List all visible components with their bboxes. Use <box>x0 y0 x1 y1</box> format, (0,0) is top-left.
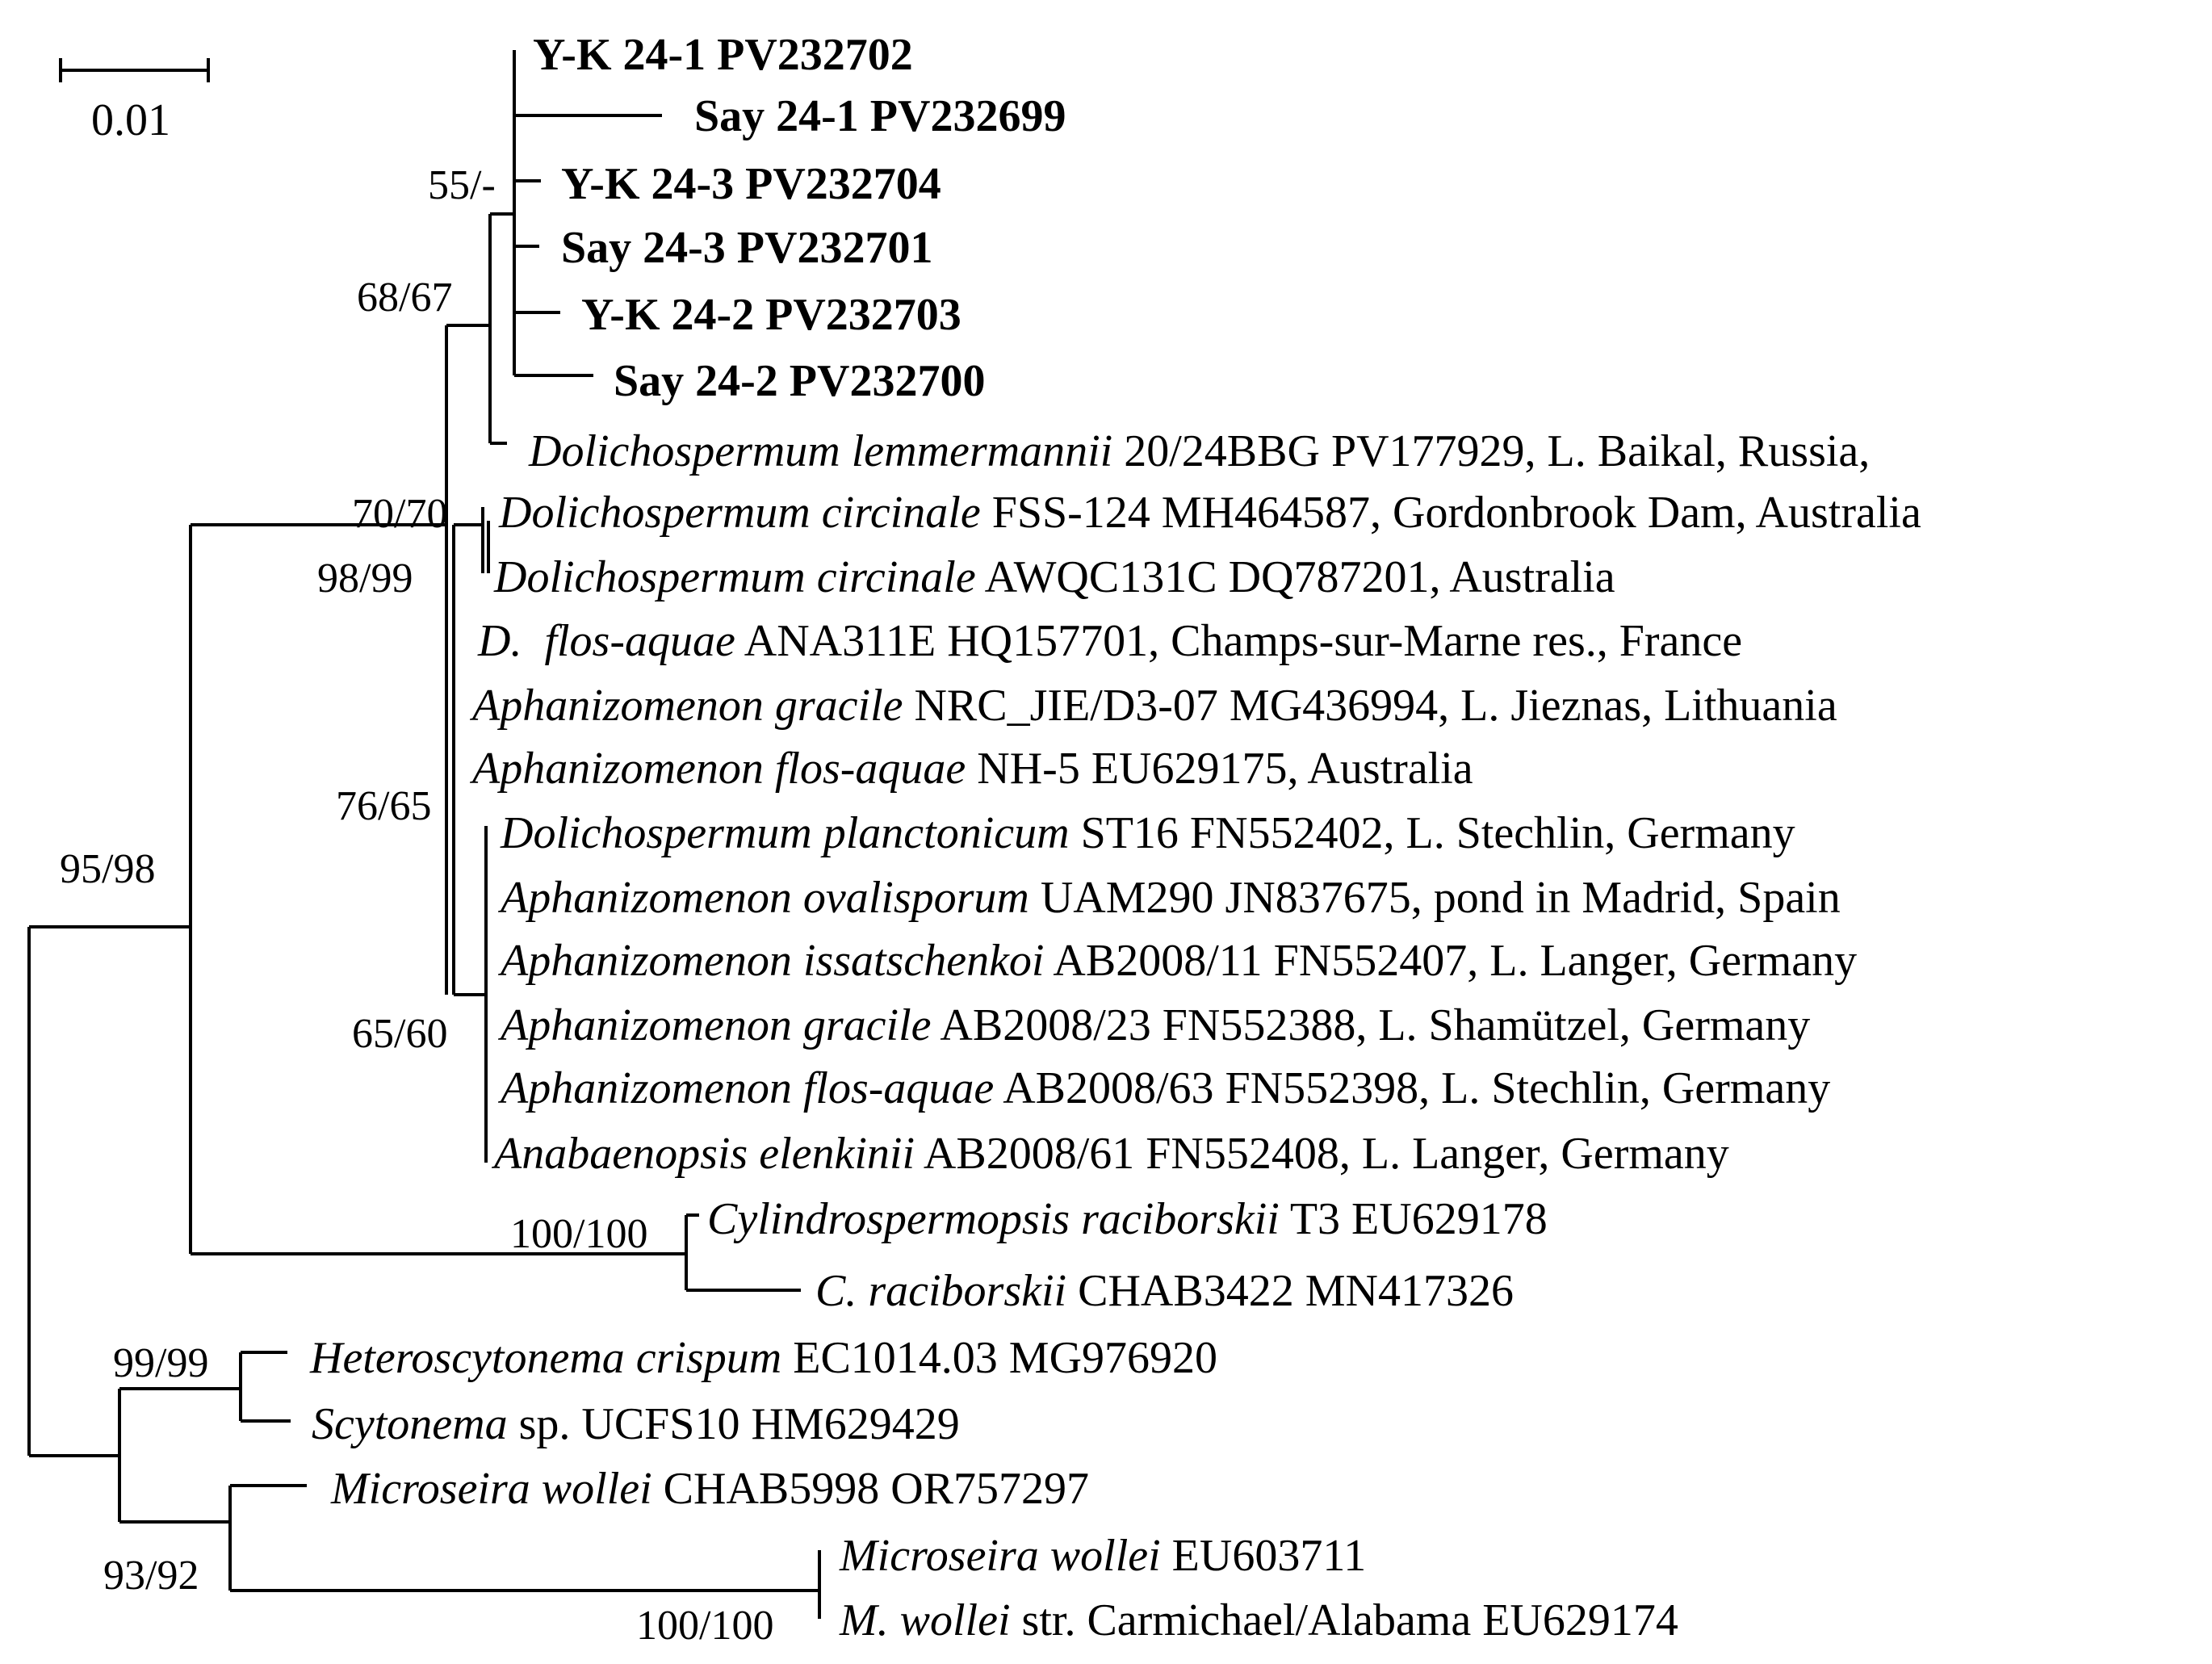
bootstrap-label-n76: 76/65 <box>336 783 432 829</box>
leaf-label-mwol1 <box>330 1464 1089 1514</box>
leaf-label-part: Aphanizomenon gracile <box>501 1000 932 1050</box>
leaf-labels <box>309 30 1921 1645</box>
leaf-label-mwol2 <box>839 1531 1366 1581</box>
leaf-label-aoval <box>497 873 1841 923</box>
bootstrap-label-n70: 70/70 <box>352 491 448 537</box>
leaf-label-part: AB2008/61 FN552408, L. Langer, Germany <box>915 1129 1729 1179</box>
bootstrap-label-n55: 55/- <box>428 162 496 208</box>
leaf-label-yk242 <box>581 290 961 340</box>
leaf-label-part: Y-K 24-2 PV232703 <box>581 290 961 340</box>
scale-bar <box>61 58 208 145</box>
leaf-label-yk241 <box>533 30 913 80</box>
leaf-label-part: Say 24-1 PV232699 <box>694 91 1066 141</box>
leaf-label-part: AWQC131C DQ787201, Australia <box>975 552 1615 602</box>
leaf-label-part: UAM290 JN837675, pond in Madrid, Spain <box>1028 873 1841 923</box>
leaf-label-part: C. raciborskii <box>815 1266 1067 1316</box>
leaf-label-part: EC1014.03 MG976920 <box>781 1333 1218 1383</box>
leaf-label-crac2 <box>815 1266 1514 1316</box>
leaf-label-dcir2 <box>493 552 1615 602</box>
leaf-label-part: M. wollei <box>840 1595 1011 1645</box>
leaf-label-part: Aphanizomenon gracile <box>472 681 903 731</box>
leaf-label-say243 <box>561 223 932 273</box>
leaf-label-part: AB2008/23 FN552388, L. Shamützel, Germany <box>931 1000 1811 1050</box>
leaf-label-dcir1 <box>498 488 1921 538</box>
leaf-label-agrac1 <box>469 681 1837 731</box>
leaf-label-aissat <box>497 936 1857 986</box>
bootstrap-label-n98: 98/99 <box>317 555 413 601</box>
leaf-label-part: Say 24-2 PV232700 <box>614 356 986 406</box>
leaf-label-part: Scytonema <box>312 1399 508 1449</box>
leaf-label-part: Microseira wollei <box>331 1464 652 1514</box>
leaf-label-part: Aphanizomenon flos-aquae <box>501 1063 995 1113</box>
leaf-label-part: Microseira wollei <box>840 1531 1161 1581</box>
leaf-label-say242 <box>614 356 985 406</box>
leaf-label-part: sp. UCFS10 HM629429 <box>507 1399 960 1449</box>
leaf-label-part: D. flos-aquae <box>478 616 735 666</box>
leaf-label-part: Heteroscytonema crispum <box>310 1333 782 1383</box>
leaf-label-dflos <box>477 616 1742 666</box>
leaf-label-part: 20/24BBG PV177929, L. Baikal, Russia, <box>1112 426 1871 476</box>
leaf-label-part: Dolichospermum planctonicum <box>501 808 1070 858</box>
leaf-label-part: Y-K 24-1 PV232702 <box>533 30 913 80</box>
leaf-label-part: Anabaenopsis elenkinii <box>494 1129 915 1179</box>
leaf-label-aflos2 <box>497 1063 1830 1113</box>
leaf-label-part: Aphanizomenon ovalisporum <box>501 873 1029 923</box>
leaf-label-say241 <box>694 91 1066 141</box>
leaf-label-part: NH-5 EU629175, Australia <box>966 744 1473 794</box>
leaf-label-part: str. Carmichael/Alabama EU629174 <box>1010 1595 1678 1645</box>
bootstrap-label-n65: 65/60 <box>352 1011 448 1057</box>
leaf-label-part: EU603711 <box>1160 1531 1367 1581</box>
leaf-label-part: Dolichospermum circinale <box>499 488 981 538</box>
leaf-label-part: CHAB5998 OR757297 <box>651 1464 1090 1514</box>
leaf-label-part: ANA311E HQ157701, Champs-sur-Marne res., France <box>735 616 1743 666</box>
leaf-label-part: Y-K 24-3 PV232704 <box>561 159 941 209</box>
leaf-label-dlem <box>528 426 1870 476</box>
leaf-label-scyt <box>312 1399 960 1449</box>
leaf-label-agrac2 <box>497 1000 1810 1050</box>
bootstrap-label-n93: 93/92 <box>103 1553 199 1599</box>
leaf-label-part: AB2008/63 FN552398, L. Stechlin, Germany <box>994 1063 1831 1113</box>
leaf-label-yk243 <box>561 159 941 209</box>
leaf-label-part: ST16 FN552402, L. Stechlin, Germany <box>1069 808 1795 858</box>
leaf-label-hcris <box>309 1333 1217 1383</box>
bootstrap-label-n95: 95/98 <box>60 846 156 892</box>
bootstrap-label-n68: 68/67 <box>357 275 453 321</box>
leaf-label-crac1 <box>707 1194 1548 1244</box>
bootstrap-label-n100b: 100/100 <box>636 1603 774 1649</box>
leaf-label-aelen <box>491 1129 1729 1179</box>
leaf-label-part: NRC_JIE/D3-07 MG436994, L. Jieznas, Lithuania <box>903 681 1837 731</box>
leaf-label-part: AB2008/11 FN552407, L. Langer, Germany <box>1044 936 1858 986</box>
leaf-label-part: CHAB3422 MN417326 <box>1066 1266 1514 1316</box>
leaf-label-part: Aphanizomenon flos-aquae <box>472 744 966 794</box>
leaf-label-part: FSS-124 MH464587, Gordonbrook Dam, Australia <box>980 488 1921 538</box>
leaf-label-mwol3 <box>839 1595 1678 1645</box>
leaf-label-part: T3 EU629178 <box>1279 1194 1548 1244</box>
leaf-label-dplanc <box>500 808 1795 858</box>
leaf-label-part: Say 24-3 PV232701 <box>561 223 933 273</box>
leaf-label-part: Aphanizomenon issatschenkoi <box>501 936 1045 986</box>
bootstrap-label-n99: 99/99 <box>113 1340 209 1386</box>
scale-bar-label: 0.01 <box>91 95 170 145</box>
leaf-label-part: Dolichospermum circinale <box>494 552 976 602</box>
leaf-label-part: Cylindrospermopsis raciborskii <box>707 1194 1280 1244</box>
bootstrap-label-n100a: 100/100 <box>510 1211 648 1257</box>
leaf-label-part: Dolichospermum lemmermannii <box>529 426 1113 476</box>
leaf-label-aflos1 <box>469 744 1473 794</box>
